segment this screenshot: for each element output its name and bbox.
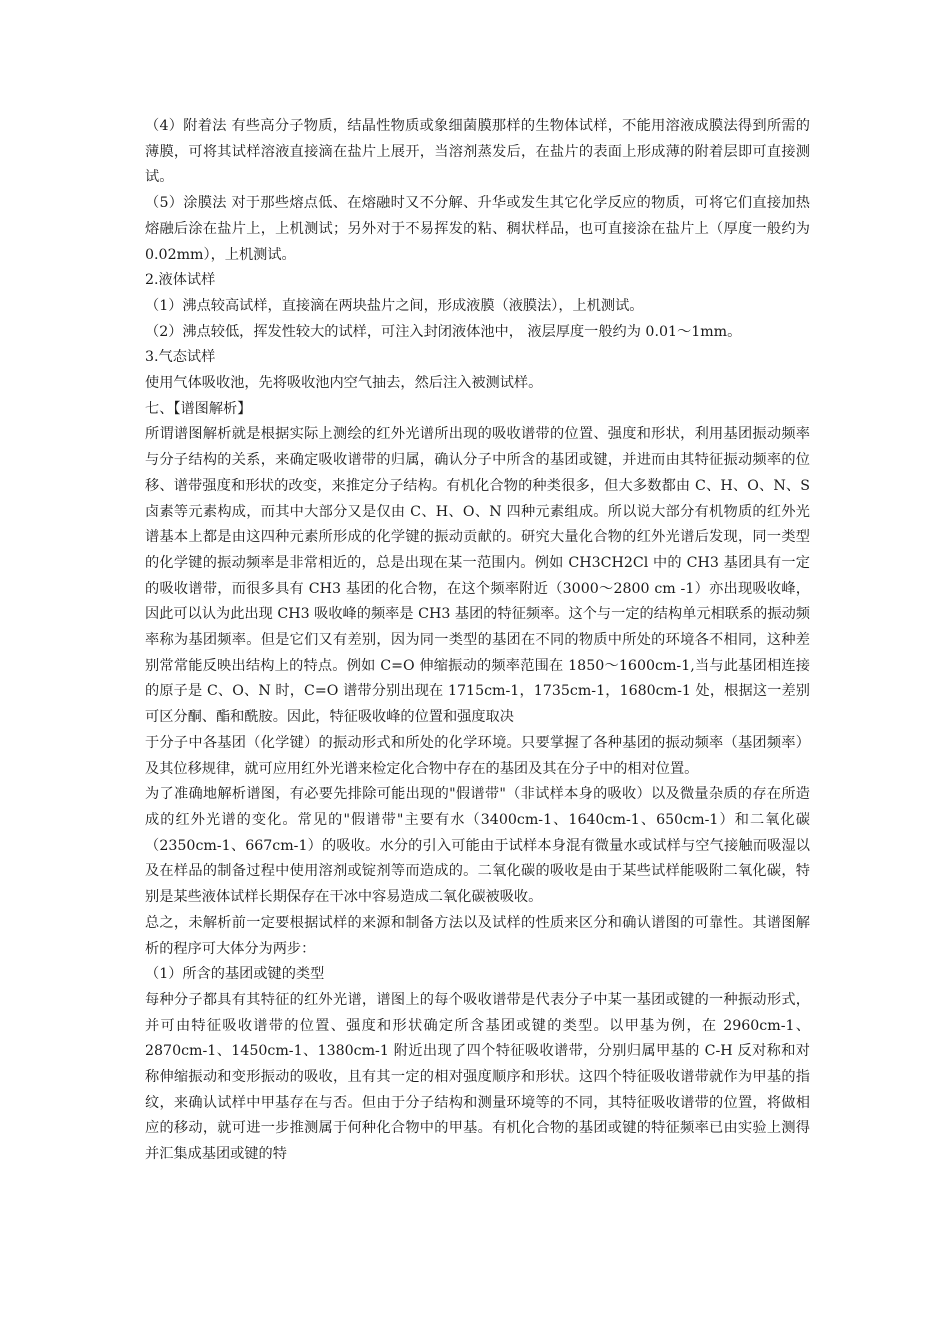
paragraph-adhesion-method: （4）附着法 有些高分子物质，结晶性物质或象细菌膜那样的生物体试样，不能用溶液成膜法得到所需的薄膜，可将其试样溶液直接滴在盐片上展开，当溶剂蒸发后，在盐片的表面上形成薄的附着层即可直接测试。 xyxy=(145,118,810,186)
paragraph-summary: 总之，未解析前一定要根据试样的来源和制备方法以及试样的性质来区分和确认谱图的可靠性。其谱图解析的程序可大体分为两步： xyxy=(145,914,810,957)
heading-gas-sample: 3.气态试样 xyxy=(145,349,216,366)
paragraph-liquid-high-boiling: （1）沸点较高试样，直接滴在两块盐片之间，形成液膜（液膜法），上机测试。 xyxy=(145,297,644,314)
heading-group-types: （1）所含的基团或键的类型 xyxy=(145,966,325,983)
paragraph-false-bands: 为了准确地解析谱图，有必要先排除可能出现的"假谱带"（非试样本身的吸收）以及微量杂质的存在所造成的红外光谱的变化。常见的"假谱带"主要有水（3400cm-1、1640cm-1、650cm-1）和二氧化碳（2350cm-1、667cm-1）的吸收。水分的引入可能由于试样本身混有微量水或试样与空气接触而吸湿以及在样品的制备过程中使用溶剂或锭剂等而造成的。二氧化碳的吸收是由于某些试样能吸附二氧化碳，特别是某些液体试样长期保存在干冰中容易造成二氧化碳被吸收。 xyxy=(145,786,810,906)
paragraph-group-frequency: 于分子中各基团（化学键）的振动形式和所处的化学环境。只要掌握了各种基团的振动频率（基团频率）及其位移规律，就可应用红外光谱来检定化合物中存在的基团及其在分子中的相对位置。 xyxy=(145,734,810,777)
paragraph-coating-method: （5）涂膜法 对于那些熔点低、在熔融时又不分解、升华或发生其它化学反应的物质，可将它们直接加热熔融后涂在盐片上，上机测试；另外对于不易挥发的粘、稠状样品，也可直接涂在盐片上（厚度一般约为 0.02mm），上机测试。 xyxy=(145,195,810,263)
document-body xyxy=(145,114,810,1168)
paragraph-liquid-low-boiling: （2）沸点较低，挥发性较大的试样，可注入封闭液体池中， 液层厚度一般约为 0.01～1mm。 xyxy=(145,323,742,340)
heading-liquid-sample: 2.液体试样 xyxy=(145,272,216,289)
paragraph-methyl-example: 每种分子都具有其特征的红外光谱，谱图上的每个吸收谱带是代表分子中某一基团或键的一种振动形式，并可由特征吸收谱带的位置、强度和形状确定所含基团或键的类型。以甲基为例，在 2960cm-1、2870cm-1、1450cm-1、1380cm-1 附近出现了四个特征吸收谱带，分别归属甲基的 C-H 反对称和对称伸缩振动和变形振动的吸收，且有其一定的相对强度顺序和形状。这四个特征吸收谱带就作为甲基的指纹，来确认试样中甲基存在与否。但由于分子结构和测量环境等的不同，其特征吸收谱带的位置，将做相应的移动，就可进一步推测属于何种化合物中的甲基。有机化合物的基团或键的特征频率已由实验上测得并汇集成基团或键的特 xyxy=(145,991,810,1163)
heading-spectrum-analysis: 七、【谱图解析】 xyxy=(145,400,252,417)
paragraph-spectrum-analysis-intro: 所谓谱图解析就是根据实际上测绘的红外光谱所出现的吸收谱带的位置、强度和形状，利用基团振动频率与分子结构的关系，来确定吸收谱带的归属，确认分子中所含的基团或键，并进而由其特征振动频率的位移、谱带强度和形状的改变，来推定分子结构。有机化合物的种类很多，但大多数都由 C、H、O、N、S 卤素等元素构成，而其中大部分又是仅由 C、H、O、N 四种元素组成。所以说大部分有机物质的红外光谱基本上都是由这四种元素所形成的化学键的振动贡献的。研究大量化合物的红外光谱后发现，同一类型的化学键的振动频率是非常相近的，总是出现在某一范围内。例如 CH3CH2Cl 中的 CH3 基团具有一定的吸收谱带，而很多具有 CH3 基团的化合物，在这个频率附近（3000～2800 cm -1）亦出现吸收峰，因此可以认为此出现 CH3 吸收峰的频率是 CH3 基团的特征频率。这个与一定的结构单元相联系的振动频率称为基团频率。但是它们又有差别，因为同一类型的基团在不同的物质中所处的环境各不相同，这种差别常常能反映出结构上的特点。例如 C=O 伸缩振动的频率范围在 1850～1600cm-1,当与此基团相连接的原子是 C、O、N 时，C=O 谱带分别出现在 1715cm-1，1735cm-1，1680cm-1 处，根据这一差别可区分酮、酯和酰胺。因此，特征吸收峰的位置和强度取决 xyxy=(145,426,810,726)
paragraph-gas-cell: 使用气体吸收池，先将吸收池内空气抽去，然后注入被测试样。 xyxy=(145,375,543,392)
